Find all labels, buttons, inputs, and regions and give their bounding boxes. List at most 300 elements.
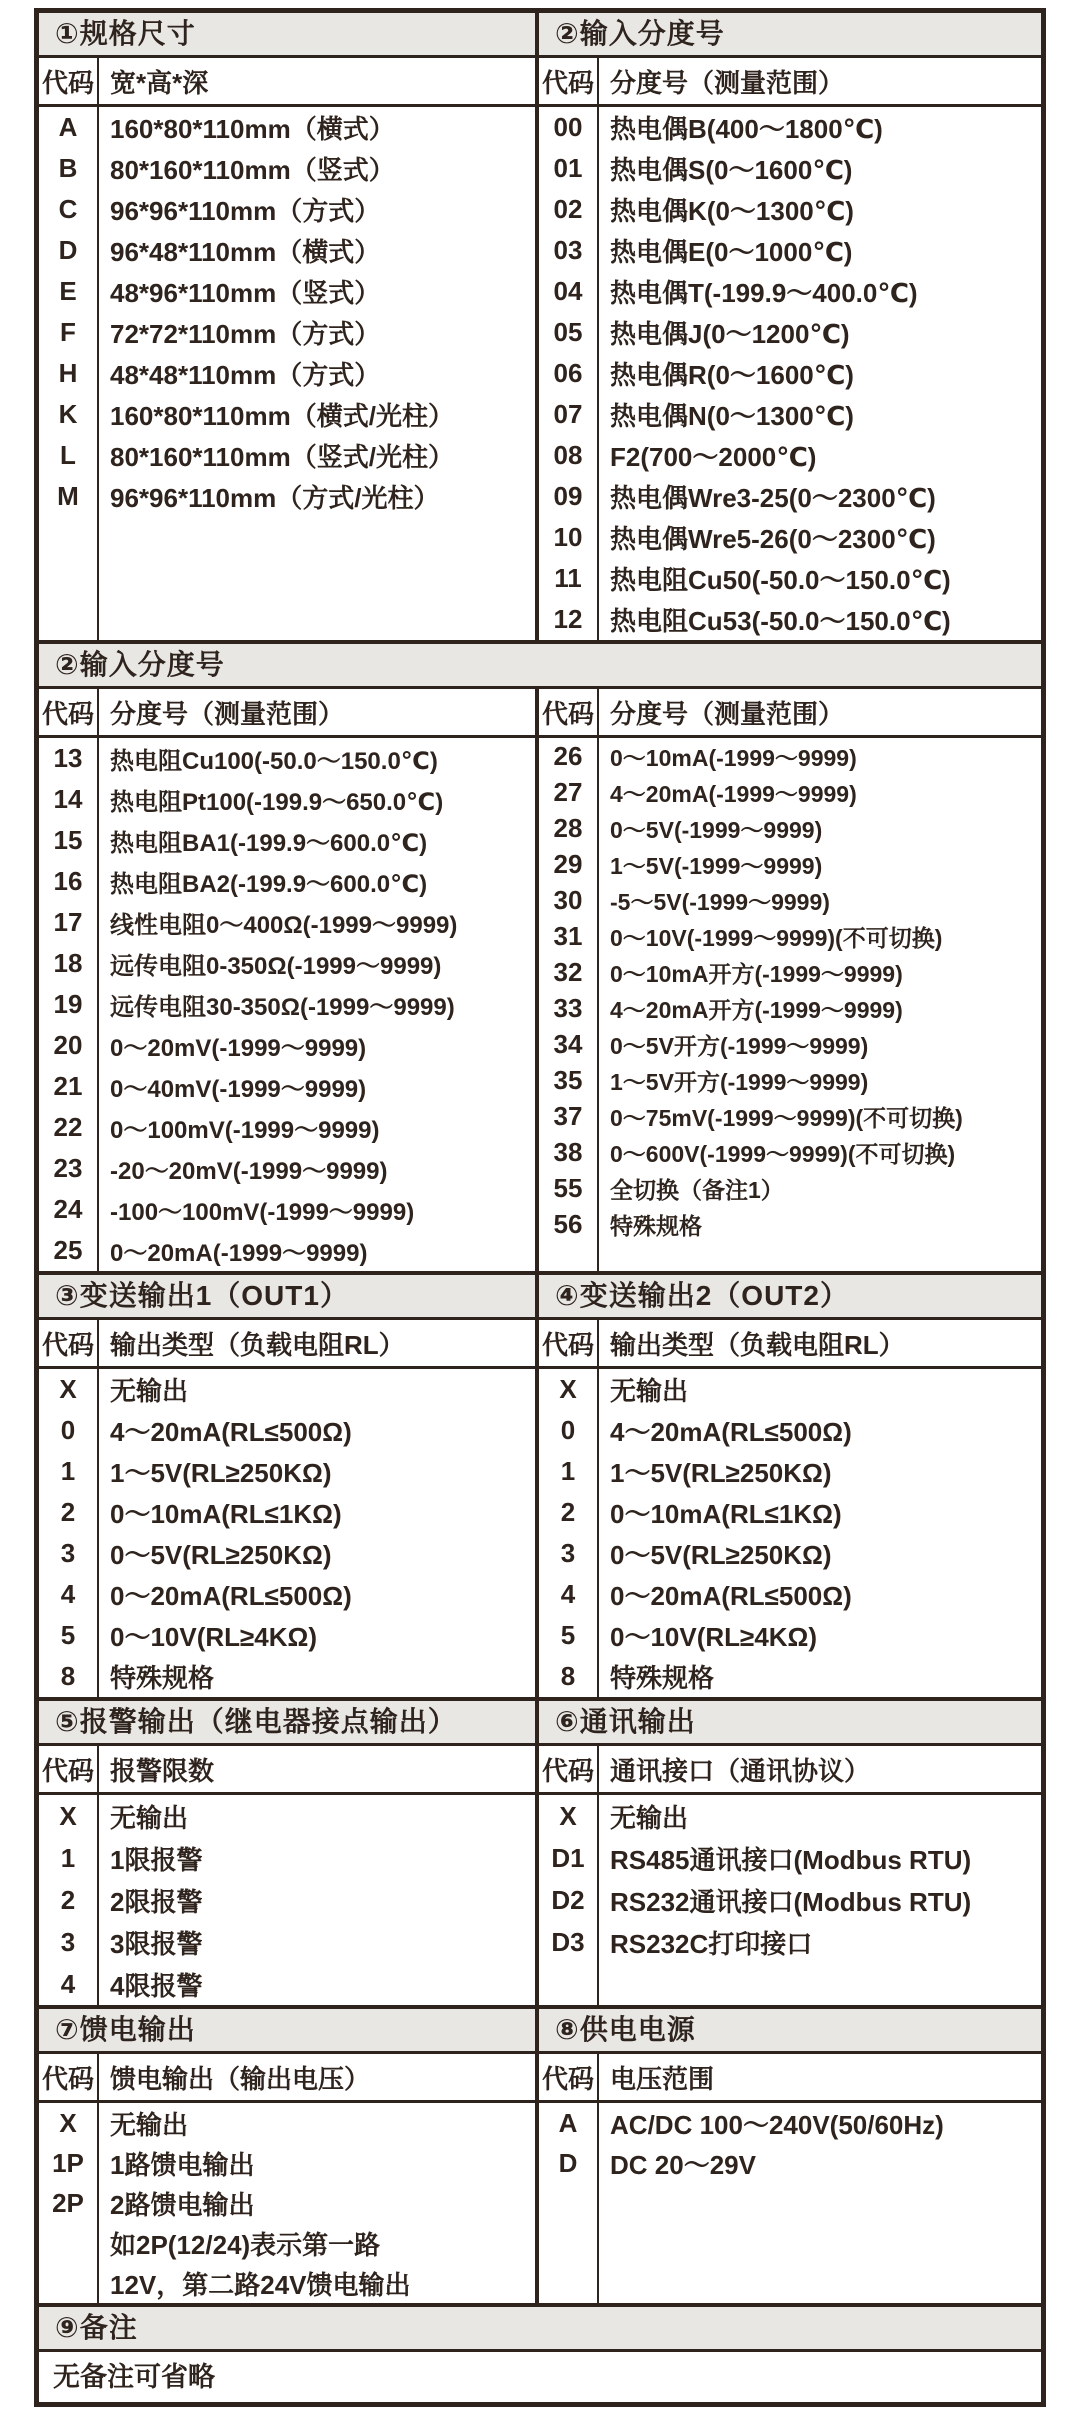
table-row [539,810,1041,846]
table-row [539,918,1041,954]
code-cell: H [39,353,99,394]
desc-cell: 热电偶T(-199.9～400.0℃) [610,278,918,308]
filler-row [539,1963,1041,2005]
desc-cell: -100～100mV(-1999～9999) [110,1199,415,1226]
table-row [539,435,1041,476]
table-row [539,774,1041,810]
desc-cell: 热电偶B(400～1800℃) [610,114,883,144]
code-cell: 22 [39,1107,99,1148]
desc-cell: 1～5V(-1999～9999) [610,852,823,879]
code-cell: 2 [539,1492,599,1533]
desc-cell: 热电偶S(0～1600℃) [610,155,853,185]
section-alarm-output [39,1701,535,2005]
desc-cell: 特殊规格 [610,1212,703,1239]
code-cell: 35 [539,1062,599,1098]
table-row [39,1837,535,1879]
table-row [39,2103,535,2143]
table-row [539,990,1041,1026]
desc-cell: 0～5V(-1999～9999) [610,816,823,843]
code-cell: A [39,107,99,148]
table-row [39,738,535,779]
code-cell: 11 [539,558,599,599]
section-title: ②输入分度号 [39,644,1041,689]
table-row [39,148,535,189]
header-row [539,2054,1041,2103]
code-cell: 1P [39,2143,99,2183]
desc-header-cell: 报警限数 [110,1755,215,1786]
section-pair-size-input [39,13,1041,640]
feed-output-table [39,2054,535,2303]
desc-cell: 72*72*110mm（方式） [110,319,381,349]
desc-cell: 0～10mA(-1999～9999) [610,744,857,771]
section-feed-output [39,2009,535,2303]
table-row [539,1574,1041,1615]
table-row [539,1879,1041,1921]
desc-cell: RS232通讯接口(Modbus RTU) [610,1886,972,1917]
code-header-cell: 代码 [39,689,99,735]
code-cell: 30 [539,882,599,918]
alarm-output-table [39,1746,535,2005]
code-cell: 13 [39,738,99,779]
section-spec-size [39,13,535,640]
remarks-note: 无备注可省略 [53,2362,215,2392]
table-row [39,984,535,1025]
section-pair-alarm-comm [39,1697,1041,2005]
code-cell: K [39,394,99,435]
table-row [39,2223,535,2263]
table-row [39,189,535,230]
table-row [39,1189,535,1230]
section-title: ⑤报警输出（继电器接点输出） [39,1701,535,1746]
desc-cell: 热电偶E(0～1000℃) [610,237,853,267]
input-division-table-b [39,689,535,1271]
desc-header-cell: 宽*高*深 [110,67,209,98]
table-row [539,1134,1041,1170]
code-cell: 2 [39,1879,99,1921]
table-row [539,1795,1041,1837]
comm-output-table [539,1746,1041,2005]
table-row [539,312,1041,353]
table-row [39,435,535,476]
table-row [39,107,535,148]
table-row [39,1656,535,1697]
section-title: ④变送输出2（OUT2） [539,1275,1041,1320]
desc-cell: 全切换（备注1） [610,1176,784,1203]
desc-cell: 0～40mV(-1999～9999) [110,1076,367,1103]
desc-cell: -20～20mV(-1999～9999) [110,1158,388,1185]
code-cell: 31 [539,918,599,954]
table-row [39,271,535,312]
code-cell: 24 [39,1189,99,1230]
code-cell: 02 [539,189,599,230]
desc-cell: 2路馈电输出 [110,2189,255,2220]
desc-cell: F2(700～2000℃) [610,442,817,472]
desc-cell: 线性电阻0～400Ω(-1999～9999) [110,912,458,939]
table-row [39,1025,535,1066]
desc-cell: 1限报警 [110,1844,203,1875]
code-cell: 2 [39,1492,99,1533]
desc-header-cell: 输出类型（负载电阻RL） [110,1329,405,1360]
code-header-cell: 代码 [539,2054,599,2100]
code-cell: X [539,1795,599,1837]
desc-cell: 0～5V(RL≥250KΩ) [610,1540,832,1570]
desc-header-cell: 分度号（测量范围） [610,698,845,729]
table-row [539,882,1041,918]
table-row [539,1615,1041,1656]
desc-cell: 热电偶N(0～1300℃) [610,401,854,431]
section-input-division-c [535,689,1041,1271]
code-cell: 27 [539,774,599,810]
desc-cell: 0～10V(-1999～9999)(不可切换) [610,924,943,951]
table-row [539,1062,1041,1098]
table-row [539,230,1041,271]
code-cell: 4 [39,1574,99,1615]
table-row [39,476,535,517]
desc-cell: 1路馈电输出 [110,2149,255,2180]
desc-cell: 4～20mA开方(-1999～9999) [610,996,903,1023]
table-row [539,148,1041,189]
desc-cell: 热电偶Wre5-26(0～2300℃) [610,524,936,554]
code-cell: L [39,435,99,476]
table-row [539,1206,1041,1242]
code-cell: 26 [539,738,599,774]
code-cell: 04 [539,271,599,312]
table-row [39,779,535,820]
code-cell: 16 [39,861,99,902]
section-title: ③变送输出1（OUT1） [39,1275,535,1320]
desc-header-cell: 通讯接口（通讯协议） [610,1755,871,1786]
code-cell: 32 [539,954,599,990]
desc-cell: 热电阻BA1(-199.9～600.0℃) [110,830,428,857]
table-row [39,1795,535,1837]
desc-cell: 0～100mV(-1999～9999) [110,1117,380,1144]
table-row [39,1066,535,1107]
desc-cell: 0～10V(RL≥4KΩ) [110,1622,318,1652]
page [0,8,1080,2407]
table-row [539,1410,1041,1451]
table-row [539,1098,1041,1134]
code-cell: 03 [539,230,599,271]
section-title: ⑦馈电输出 [39,2009,535,2054]
desc-cell: 3限报警 [110,1928,203,1959]
code-cell: 07 [539,394,599,435]
header-row [39,689,535,738]
code-header-cell: 代码 [539,689,599,735]
code-cell: C [39,189,99,230]
code-cell: 1 [39,1837,99,1879]
desc-cell: 0～10mA(RL≤1KΩ) [610,1499,842,1529]
table-row [539,107,1041,148]
table-row [39,394,535,435]
desc-cell: 160*80*110mm（横式） [110,114,395,144]
code-cell: 25 [39,1230,99,1271]
input-division-table-a [539,58,1041,640]
code-cell: 23 [39,1148,99,1189]
filler-row [539,1242,1041,1271]
table-row [39,1615,535,1656]
desc-cell: 0～20mV(-1999～9999) [110,1035,367,1062]
code-cell: 19 [39,984,99,1025]
code-cell: X [39,2103,99,2143]
code-cell: 56 [539,1206,599,1242]
code-header-cell: 代码 [539,1320,599,1366]
desc-cell: 160*80*110mm（横式/光柱） [110,401,454,431]
table-row [39,1921,535,1963]
section-title: ⑧供电电源 [539,2009,1041,2054]
table-row [539,1837,1041,1879]
table-row [39,1148,535,1189]
desc-cell: 0～20mA(RL≤500Ω) [610,1581,852,1611]
code-cell: 09 [539,476,599,517]
filler-row [39,517,535,640]
code-cell: 3 [39,1533,99,1574]
code-cell: A [539,2103,599,2143]
ordering-spec-table [34,8,1046,2407]
code-cell: 4 [39,1963,99,2005]
header-row [539,689,1041,738]
desc-cell: 4限报警 [110,1970,203,2001]
code-cell: 12 [539,599,599,640]
desc-cell: 无输出 [110,1802,189,1833]
desc-cell: 特殊规格 [610,1663,715,1693]
desc-cell: 4～20mA(RL≤500Ω) [110,1417,352,1447]
code-cell: 08 [539,435,599,476]
desc-cell: 如2P(12/24)表示第一路 [110,2229,381,2260]
code-header-cell: 代码 [539,58,599,104]
code-cell: 55 [539,1170,599,1206]
desc-cell: 80*160*110mm（竖式） [110,155,395,185]
header-row [39,1746,535,1795]
table-row [539,738,1041,774]
table-row [539,1170,1041,1206]
desc-cell: 无输出 [110,2109,189,2140]
code-cell: 0 [39,1410,99,1451]
desc-cell: 4～20mA(-1999～9999) [610,780,857,807]
table-row [539,476,1041,517]
table-row [539,517,1041,558]
section-comm-output [535,1701,1041,2005]
desc-cell: 热电偶R(0～1600℃) [610,360,854,390]
desc-cell: 80*160*110mm（竖式/光柱） [110,442,454,472]
desc-cell: 1～5V(RL≥250KΩ) [610,1458,832,1488]
desc-cell: 热电阻Pt100(-199.9～650.0℃) [110,789,444,816]
table-row [539,1369,1041,1410]
header-row [39,58,535,107]
desc-cell: 热电阻Cu100(-50.0～150.0℃) [110,748,438,775]
desc-cell: 特殊规格 [110,1663,215,1693]
desc-cell: 无输出 [610,1376,689,1406]
code-cell: 17 [39,902,99,943]
code-cell: 1 [39,1451,99,1492]
code-header-cell: 代码 [39,1746,99,1792]
code-cell: 01 [539,148,599,189]
section-input-division-a [535,13,1041,640]
desc-cell: 热电阻Cu53(-50.0～150.0℃) [610,606,951,636]
desc-cell: 0～10mA(RL≤1KΩ) [110,1499,342,1529]
desc-cell: -5～5V(-1999～9999) [610,888,830,915]
desc-cell: 远传电阻0-350Ω(-1999～9999) [110,953,442,980]
desc-cell: 96*96*110mm（方式/光柱） [110,483,440,513]
table-row [39,1879,535,1921]
spec-size-table [39,58,535,640]
table-row [39,1230,535,1271]
power-supply-table [539,2054,1041,2303]
table-row [39,1107,535,1148]
section-title: ⑨备注 [39,2307,1041,2352]
desc-cell: 48*96*110mm（竖式） [110,278,381,308]
desc-cell: 远传电阻30-350Ω(-1999～9999) [110,994,455,1021]
section-title: ⑥通讯输出 [539,1701,1041,1746]
code-cell: 05 [539,312,599,353]
table-row [39,1492,535,1533]
desc-cell: AC/DC 100～240V(50/60Hz) [610,2109,944,2140]
desc-header-cell: 馈电输出（输出电压） [110,2063,371,2094]
desc-cell: 0～5V开方(-1999～9999) [610,1032,869,1059]
desc-cell: 0～10mA开方(-1999～9999) [610,960,903,987]
code-cell: D [539,2143,599,2183]
desc-header-cell: 电压范围 [610,2063,715,2094]
desc-cell: 0～75mV(-1999～9999)(不可切换) [610,1104,963,1131]
code-cell: 3 [539,1533,599,1574]
section-pair-transmit-outputs [39,1271,1041,1697]
section-transmit-out1 [39,1275,535,1697]
code-cell: 5 [539,1615,599,1656]
table-row [39,820,535,861]
desc-cell: 热电阻BA2(-199.9～600.0℃) [110,871,428,898]
desc-cell: 0～10V(RL≥4KΩ) [610,1622,818,1652]
desc-cell: 无输出 [610,1802,689,1833]
table-row [39,1963,535,2005]
code-cell: 2P [39,2183,99,2223]
code-header-cell: 代码 [39,2054,99,2100]
table-row [39,861,535,902]
table-row [539,2103,1041,2143]
header-row [539,1320,1041,1369]
code-cell: D3 [539,1921,599,1963]
header-row [539,58,1041,107]
code-cell: 8 [39,1656,99,1697]
code-cell: 29 [539,846,599,882]
desc-cell: 0～20mA(RL≤500Ω) [110,1581,352,1611]
table-row [539,954,1041,990]
code-cell: 00 [539,107,599,148]
table-row [39,2263,535,2303]
desc-cell: RS232C打印接口 [610,1928,813,1959]
table-row [39,1574,535,1615]
desc-header-cell: 输出类型（负载电阻RL） [610,1329,905,1360]
table-row [39,2183,535,2223]
desc-cell: 1～5V(RL≥250KΩ) [110,1458,332,1488]
code-cell: 14 [39,779,99,820]
desc-cell: RS485通讯接口(Modbus RTU) [610,1844,972,1875]
code-cell: 20 [39,1025,99,1066]
input-division-table-c [539,689,1041,1271]
section-power-supply [535,2009,1041,2303]
code-cell: 34 [539,1026,599,1062]
section-input-division-b [39,689,535,1271]
desc-cell: 12V，第二路24V馈电输出 [110,2269,411,2300]
desc-cell: 热电阻Cu50(-50.0～150.0℃) [610,565,951,595]
code-cell: 0 [539,1410,599,1451]
desc-header-cell: 分度号（测量范围） [610,67,845,98]
code-cell: D2 [539,1879,599,1921]
code-cell: D [39,230,99,271]
section-remarks [39,2303,1041,2402]
desc-cell: 无输出 [110,1376,189,1406]
table-row [39,230,535,271]
table-row [39,1410,535,1451]
desc-cell: 96*48*110mm（横式） [110,237,381,267]
header-row [39,1320,535,1369]
desc-cell: 2限报警 [110,1886,203,1917]
code-cell: 38 [539,1134,599,1170]
code-header-cell: 代码 [39,1320,99,1366]
table-row [539,353,1041,394]
desc-cell: DC 20～29V [610,2149,756,2180]
table-row [39,1533,535,1574]
code-cell: 1 [539,1451,599,1492]
table-row [539,1656,1041,1697]
desc-cell: 热电偶K(0～1300℃) [610,196,854,226]
desc-cell: 96*96*110mm（方式） [110,196,381,226]
code-cell: 06 [539,353,599,394]
code-cell: 18 [39,943,99,984]
header-row [539,1746,1041,1795]
header-row [39,2054,535,2103]
table-row [39,312,535,353]
table-row [539,599,1041,640]
code-header-cell: 代码 [39,58,99,104]
code-cell: X [39,1795,99,1837]
section-title: ①规格尺寸 [39,13,535,58]
code-cell: B [39,148,99,189]
code-cell: 21 [39,1066,99,1107]
code-cell: X [539,1369,599,1410]
table-row [539,271,1041,312]
table-row [39,902,535,943]
section-pair-input-continued [39,640,1041,1271]
table-row [539,1492,1041,1533]
table-row [539,1921,1041,1963]
desc-cell: 0～5V(RL≥250KΩ) [110,1540,332,1570]
code-cell [39,2263,99,2303]
code-cell [39,2223,99,2263]
code-cell: 37 [539,1098,599,1134]
table-row [539,2143,1041,2183]
code-cell: F [39,312,99,353]
desc-cell: 0～600V(-1999～9999)(不可切换) [610,1140,956,1167]
table-row [539,558,1041,599]
code-cell: D1 [539,1837,599,1879]
desc-cell: 热电偶Wre3-25(0～2300℃) [610,483,936,513]
desc-cell: 4～20mA(RL≤500Ω) [610,1417,852,1447]
section-pair-feed-power [39,2005,1041,2303]
desc-cell: 48*48*110mm（方式） [110,360,381,390]
desc-header-cell: 分度号（测量范围） [110,698,345,729]
desc-cell: 1～5V开方(-1999～9999) [610,1068,869,1095]
filler-row [539,2183,1041,2303]
table-row [39,1451,535,1492]
table-row [539,394,1041,435]
code-cell: 3 [39,1921,99,1963]
section-title: ②输入分度号 [539,13,1041,58]
table-row [39,353,535,394]
code-cell: 10 [539,517,599,558]
code-cell: E [39,271,99,312]
desc-cell: 热电偶J(0～1200℃) [610,319,850,349]
code-cell: X [39,1369,99,1410]
table-row [539,1451,1041,1492]
